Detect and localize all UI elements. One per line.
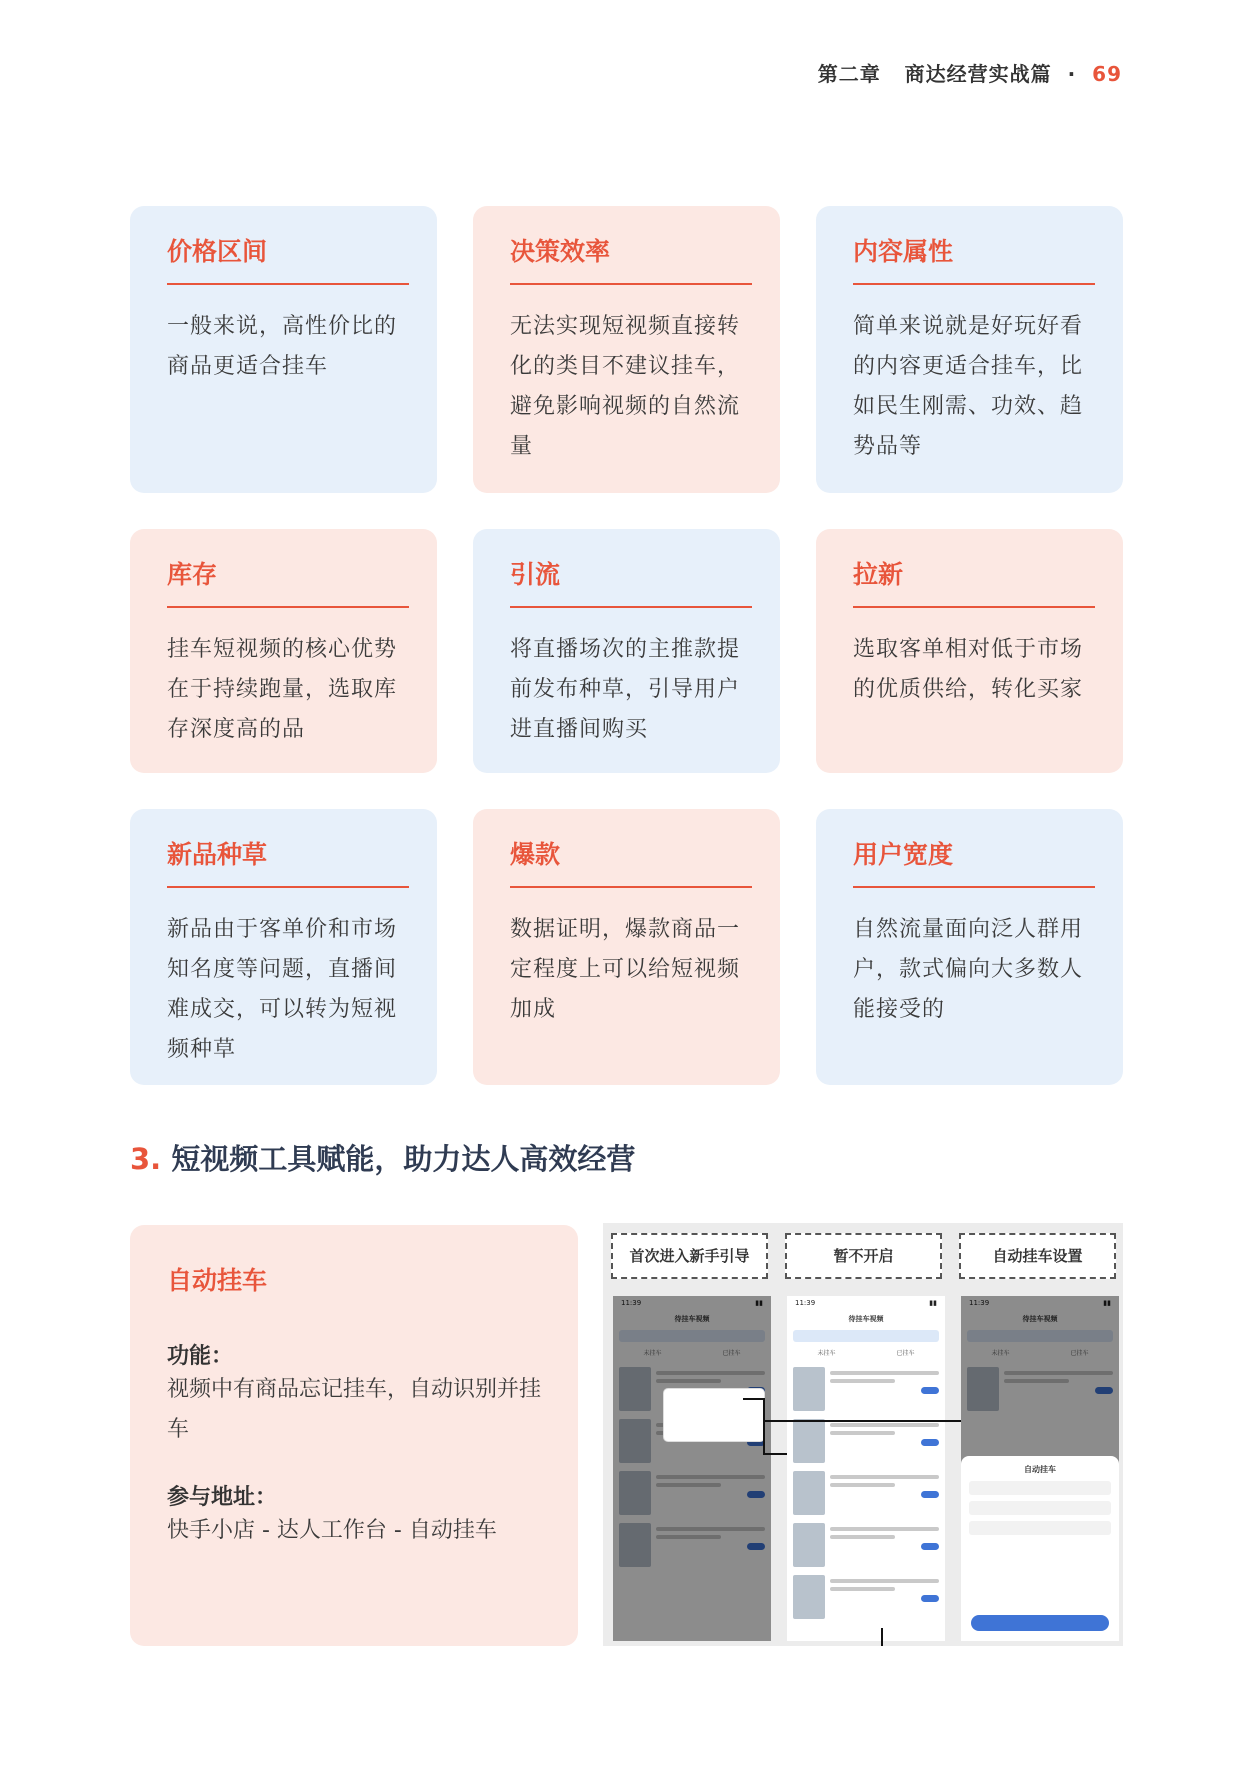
sheet-row	[969, 1501, 1111, 1515]
card-decision-efficiency	[473, 206, 780, 493]
flow-arrow	[763, 1453, 787, 1455]
step-label-onboarding: 首次进入新手引导	[611, 1233, 768, 1279]
signal-icon: ▮▮	[755, 1299, 763, 1307]
address-text: 快手小店 - 达人工作台 - 自动挂车	[167, 1518, 497, 1543]
card-divider	[167, 886, 409, 888]
function-text: 视频中有商品忘记挂车，自动识别并挂车	[167, 1377, 542, 1442]
video-item	[793, 1367, 939, 1413]
card-title: 新品种草	[167, 840, 268, 869]
card-divider	[853, 283, 1095, 285]
sheet-row	[969, 1481, 1111, 1495]
card-price-range	[130, 206, 437, 493]
feature-card-auto-attach	[130, 1225, 578, 1646]
card-divider	[167, 283, 409, 285]
step-label-settings: 自动挂车设置	[959, 1233, 1116, 1279]
phone-tabs: 未挂车 已挂车	[643, 1350, 741, 1357]
header-separator: ·	[1067, 62, 1077, 86]
card-divider	[167, 606, 409, 608]
card-body: 自然流量面向泛人群用户，款式偏向大多数人能接受的	[853, 917, 1084, 1022]
phone-nav-title: 待挂车视频	[848, 1315, 884, 1323]
video-item	[793, 1575, 939, 1621]
card-divider	[510, 283, 752, 285]
card-body: 挂车短视频的核心优势在于持续跑量，选取库存深度高的品	[167, 637, 398, 742]
phone-banner	[619, 1330, 765, 1342]
step-label-not-now: 暂不开启	[785, 1233, 942, 1279]
flow-arrow	[743, 1398, 763, 1400]
feature-title: 自动挂车	[167, 1266, 268, 1295]
sheet-title: 自动挂车	[1024, 1465, 1056, 1474]
card-body: 简单来说就是好玩好看的内容更适合挂车，比如民生刚需、功效、趋势品等	[853, 314, 1084, 459]
flow-arrow	[881, 1628, 883, 1646]
phone-banner	[793, 1330, 939, 1342]
phone-screenshot-onboarding	[613, 1296, 771, 1641]
video-item	[967, 1367, 1113, 1413]
card-new-customers	[816, 529, 1123, 773]
card-title: 爆款	[510, 840, 561, 869]
card-body: 选取客单相对低于市场的优质供给，转化买家	[853, 637, 1084, 702]
video-item	[793, 1419, 939, 1465]
card-body: 将直播场次的主推款提前发布种草，引导用户进直播间购买	[510, 637, 741, 742]
card-hot-item	[473, 809, 780, 1085]
card-user-breadth	[816, 809, 1123, 1085]
chapter-label: 第二章	[817, 62, 881, 86]
section-label: 商达经营实战篇	[904, 62, 1052, 86]
card-title: 内容属性	[853, 237, 954, 266]
video-item	[793, 1523, 939, 1569]
phone-tabs: 未挂车 已挂车	[991, 1350, 1089, 1357]
card-body: 新品由于客单价和市场知名度等问题，直播间难成交，可以转为短视频种草	[167, 917, 398, 1062]
settings-sheet	[961, 1456, 1119, 1641]
screenshots-panel	[603, 1223, 1123, 1646]
card-divider	[510, 886, 752, 888]
card-inventory	[130, 529, 437, 773]
phone-nav-title: 待挂车视频	[1022, 1315, 1058, 1323]
phone-screenshot-not-now	[787, 1296, 945, 1641]
function-label: 功能：	[167, 1344, 234, 1369]
onboarding-popup	[663, 1388, 765, 1442]
video-item	[793, 1471, 939, 1517]
card-title: 决策效率	[510, 237, 611, 266]
address-label: 参与地址：	[167, 1485, 278, 1510]
card-title: 用户宽度	[853, 840, 954, 869]
enable-now-button	[971, 1615, 1109, 1631]
phone-screenshot-settings	[961, 1296, 1119, 1641]
section-heading	[130, 1137, 635, 1178]
status-bar: 11:39 ▮▮	[969, 1299, 1111, 1307]
status-bar: 11:39 ▮▮	[621, 1299, 763, 1307]
phone-banner	[967, 1330, 1113, 1342]
card-divider	[853, 606, 1095, 608]
card-content-attribute	[816, 206, 1123, 493]
card-body: 一般来说，高性价比的商品更适合挂车	[167, 314, 398, 379]
phone-tabs: 未挂车 已挂车	[817, 1350, 915, 1357]
video-item	[619, 1523, 765, 1569]
section-title-text: 短视频工具赋能，助力达人高效经营	[171, 1142, 636, 1176]
card-title: 价格区间	[167, 237, 268, 266]
video-item	[619, 1471, 765, 1517]
flow-arrow	[765, 1420, 961, 1422]
card-divider	[853, 886, 1095, 888]
card-title: 库存	[167, 560, 218, 589]
status-bar: 11:39 ▮▮	[795, 1299, 937, 1307]
card-new-product-seeding	[130, 809, 437, 1085]
section-number: 3.	[130, 1142, 162, 1176]
page-number: 69	[1092, 62, 1122, 86]
page-header	[818, 58, 1122, 87]
card-title: 引流	[510, 560, 561, 589]
sheet-row	[969, 1521, 1111, 1535]
card-divider	[510, 606, 752, 608]
flow-arrow	[763, 1398, 765, 1420]
phone-nav-title: 待挂车视频	[674, 1315, 710, 1323]
card-body: 数据证明，爆款商品一定程度上可以给短视频加成	[510, 917, 741, 1022]
signal-icon: ▮▮	[1103, 1299, 1111, 1307]
card-body: 无法实现短视频直接转化的类目不建议挂车，避免影响视频的自然流量	[510, 314, 741, 459]
signal-icon: ▮▮	[929, 1299, 937, 1307]
card-title: 拉新	[853, 560, 904, 589]
card-traffic	[473, 529, 780, 773]
